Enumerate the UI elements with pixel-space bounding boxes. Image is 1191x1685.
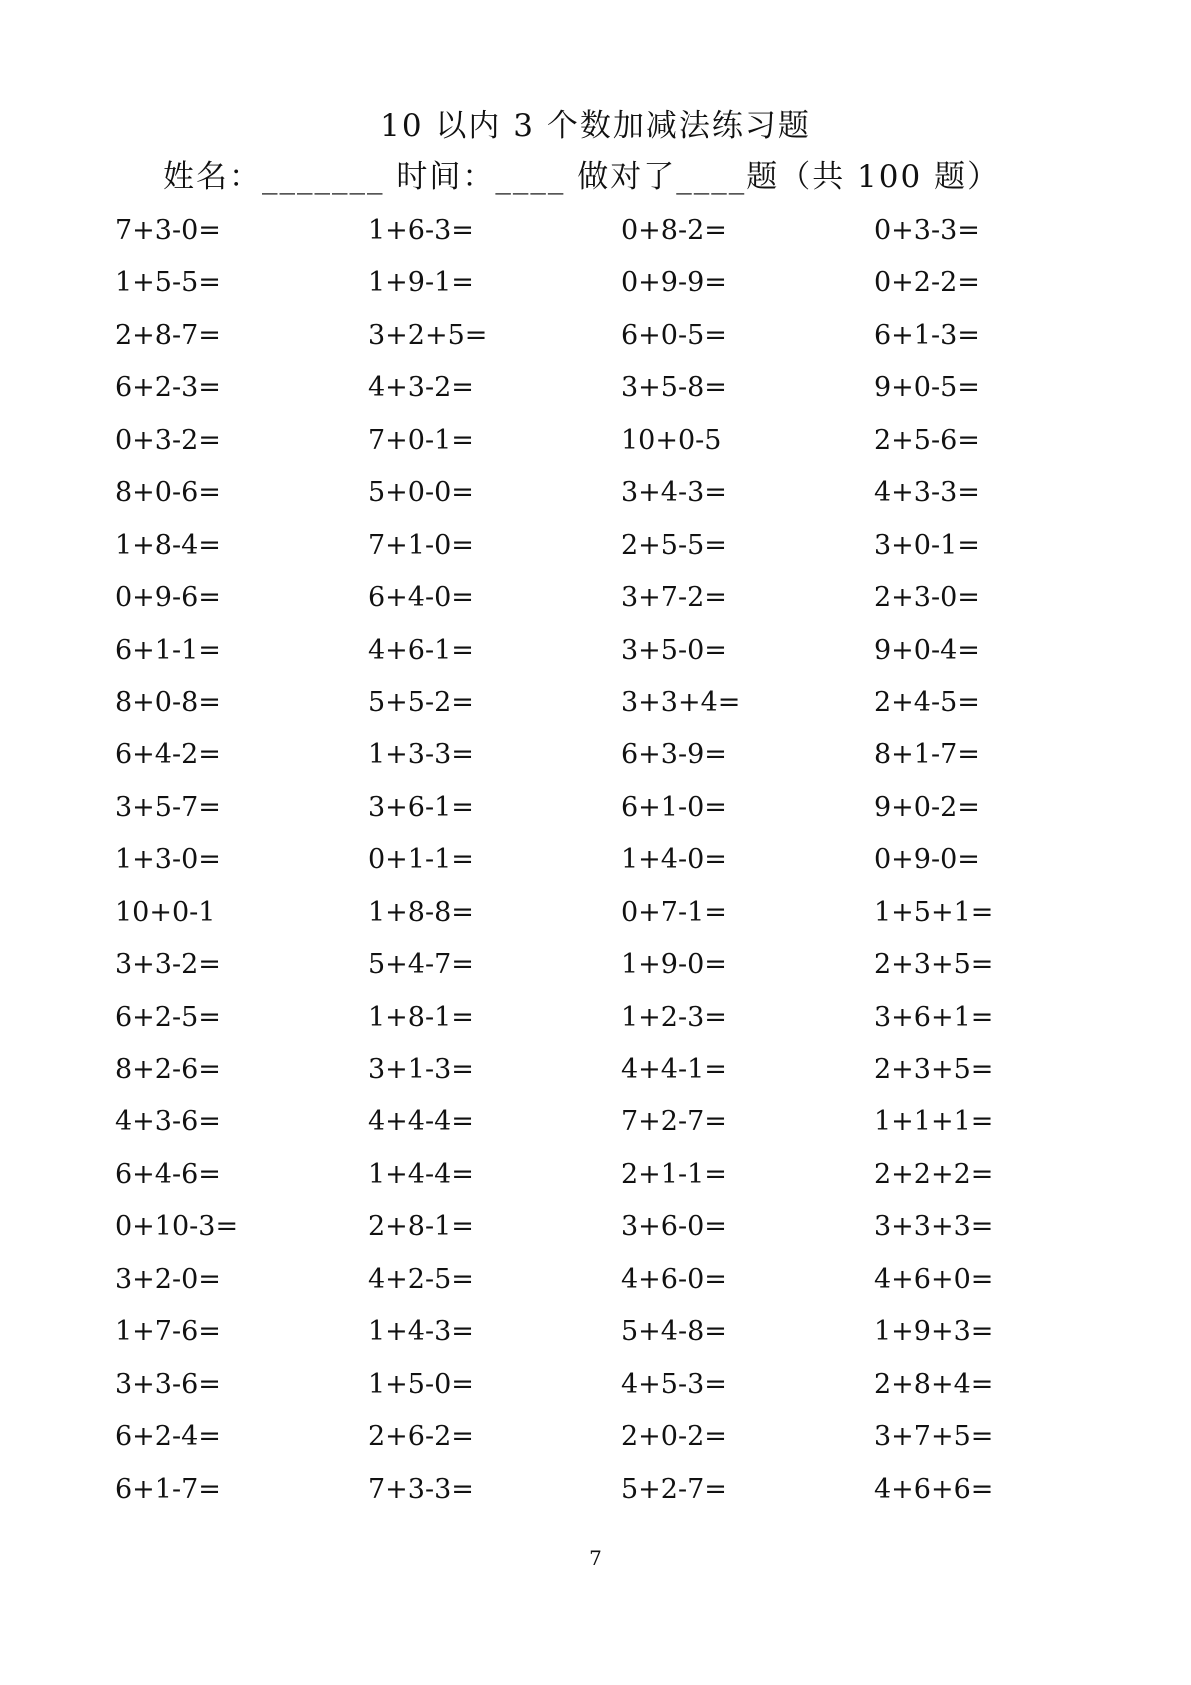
exercise-item: 4+3-3= — [874, 477, 980, 509]
exercise-item: 4+4-1= — [621, 1054, 727, 1085]
exercise-item: 10+0-5 — [621, 424, 722, 456]
exercise-item: 2+2+2= — [874, 1158, 994, 1190]
worksheet-subtitle: 姓名：_______ 时间：____ 做对了____题（共 100 题） — [163, 159, 1001, 195]
exercise-item: 5+4-8= — [621, 1316, 727, 1348]
exercise-item: 4+6-0= — [621, 1263, 727, 1295]
exercise-item: 1+8-1= — [368, 1001, 474, 1033]
exercise-item: 0+3-3= — [874, 215, 980, 246]
exercise-item: 1+4-0= — [621, 844, 727, 876]
exercise-item: 5+5-2= — [368, 686, 474, 718]
exercise-item: 7+3-0= — [115, 215, 221, 246]
exercise-item: 9+0-2= — [874, 791, 980, 823]
exercise-item: 3+4-3= — [621, 477, 727, 509]
exercise-item: 9+0-5= — [874, 372, 980, 404]
exercise-item: 1+9+3= — [874, 1316, 994, 1348]
page-number: 7 — [589, 1546, 602, 1570]
exercise-item: 3+3+4= — [621, 686, 741, 718]
exercise-item: 0+9-6= — [115, 582, 221, 614]
exercise-item: 1+2-3= — [621, 1001, 727, 1033]
exercise-item: 8+0-6= — [115, 477, 221, 509]
exercise-item: 4+3-6= — [115, 1106, 221, 1138]
exercise-item: 1+4-3= — [368, 1316, 474, 1348]
exercise-item: 3+2+5= — [368, 319, 488, 351]
exercise-item: 1+6-3= — [368, 215, 474, 246]
exercise-item: 5+0-0= — [368, 477, 474, 509]
exercise-item: 3+3+3= — [874, 1211, 994, 1243]
exercise-item: 2+8+4= — [874, 1368, 994, 1400]
exercise-item: 3+7-2= — [621, 582, 727, 614]
exercise-item: 1+7-6= — [115, 1316, 221, 1348]
exercise-item: 7+2-7= — [621, 1106, 727, 1138]
exercise-item: 6+1-1= — [115, 634, 221, 666]
exercise-item: 2+8-7= — [115, 319, 221, 351]
exercise-item: 2+3+5= — [874, 1054, 994, 1085]
exercise-item: 1+9-1= — [368, 267, 474, 299]
exercise-item: 3+7+5= — [874, 1421, 994, 1453]
exercise-item: 4+3-2= — [368, 372, 474, 404]
exercise-item: 7+3-3= — [368, 1473, 474, 1505]
exercise-item: 0+2-2= — [874, 267, 980, 299]
exercise-item: 9+0-4= — [874, 634, 980, 666]
exercise-item: 4+6+0= — [874, 1263, 994, 1295]
exercise-item: 6+2-5= — [115, 1001, 221, 1033]
exercise-item: 6+4-0= — [368, 582, 474, 614]
exercise-item: 3+3-6= — [115, 1368, 221, 1400]
exercise-item: 0+8-2= — [621, 215, 727, 246]
exercise-item: 7+1-0= — [368, 529, 474, 561]
exercise-item: 0+3-2= — [115, 424, 221, 456]
exercise-item: 1+5-5= — [115, 267, 221, 299]
exercise-item: 8+0-8= — [115, 686, 221, 718]
exercise-item: 2+5-5= — [621, 529, 727, 561]
exercise-item: 6+2-3= — [115, 372, 221, 404]
exercise-item: 3+2-0= — [115, 1263, 221, 1295]
exercise-item: 4+6-1= — [368, 634, 474, 666]
exercise-item: 8+2-6= — [115, 1054, 221, 1085]
exercise-item: 3+6-0= — [621, 1211, 727, 1243]
exercise-grid — [115, 211, 1074, 1522]
exercise-item: 6+3-9= — [621, 739, 727, 771]
exercise-item: 2+1-1= — [621, 1158, 727, 1190]
exercise-item: 4+2-5= — [368, 1263, 474, 1295]
exercise-item: 6+4-6= — [115, 1158, 221, 1190]
exercise-item: 6+1-0= — [621, 791, 727, 823]
exercise-item: 1+8-8= — [368, 896, 474, 928]
exercise-item: 2+6-2= — [368, 1421, 474, 1453]
exercise-item: 1+9-0= — [621, 949, 727, 981]
exercise-item: 2+8-1= — [368, 1211, 474, 1243]
exercise-item: 3+3-2= — [115, 949, 221, 981]
exercise-item: 8+1-7= — [874, 739, 980, 771]
exercise-item: 6+0-5= — [621, 319, 727, 351]
exercise-item: 6+1-7= — [115, 1473, 221, 1505]
exercise-item: 0+1-1= — [368, 844, 474, 876]
exercise-item: 3+1-3= — [368, 1054, 474, 1085]
exercise-item: 0+9-0= — [874, 844, 980, 876]
exercise-item: 1+5-0= — [368, 1368, 474, 1400]
exercise-item: 1+1+1= — [874, 1106, 994, 1138]
exercise-item: 3+5-7= — [115, 791, 221, 823]
exercise-item: 0+10-3= — [115, 1211, 239, 1243]
exercise-item: 4+4-4= — [368, 1106, 474, 1138]
exercise-item: 1+8-4= — [115, 529, 221, 561]
exercise-item: 6+2-4= — [115, 1421, 221, 1453]
exercise-item: 1+4-4= — [368, 1158, 474, 1190]
exercise-item: 3+6-1= — [368, 791, 474, 823]
exercise-item: 5+4-7= — [368, 949, 474, 981]
exercise-item: 2+0-2= — [621, 1421, 727, 1453]
exercise-item: 7+0-1= — [368, 424, 474, 456]
exercise-item: 1+3-3= — [368, 739, 474, 771]
exercise-item: 0+9-9= — [621, 267, 727, 299]
exercise-item: 3+6+1= — [874, 1001, 994, 1033]
exercise-item: 4+6+6= — [874, 1473, 994, 1505]
exercise-item: 3+0-1= — [874, 529, 980, 561]
exercise-item: 2+3-0= — [874, 582, 980, 614]
exercise-item: 2+5-6= — [874, 424, 980, 456]
exercise-item: 2+3+5= — [874, 949, 994, 981]
exercise-item: 6+4-2= — [115, 739, 221, 771]
exercise-item: 10+0-1 — [115, 896, 216, 928]
exercise-item: 3+5-0= — [621, 634, 727, 666]
exercise-item: 2+4-5= — [874, 686, 980, 718]
exercise-item: 1+5+1= — [874, 896, 994, 928]
exercise-item: 5+2-7= — [621, 1473, 727, 1505]
exercise-item: 3+5-8= — [621, 372, 727, 404]
exercise-item: 1+3-0= — [115, 844, 221, 876]
worksheet-title: 10 以内 3 个数加减法练习题 — [380, 108, 811, 144]
exercise-item: 6+1-3= — [874, 319, 980, 351]
exercise-item: 4+5-3= — [621, 1368, 727, 1400]
exercise-item: 0+7-1= — [621, 896, 727, 928]
